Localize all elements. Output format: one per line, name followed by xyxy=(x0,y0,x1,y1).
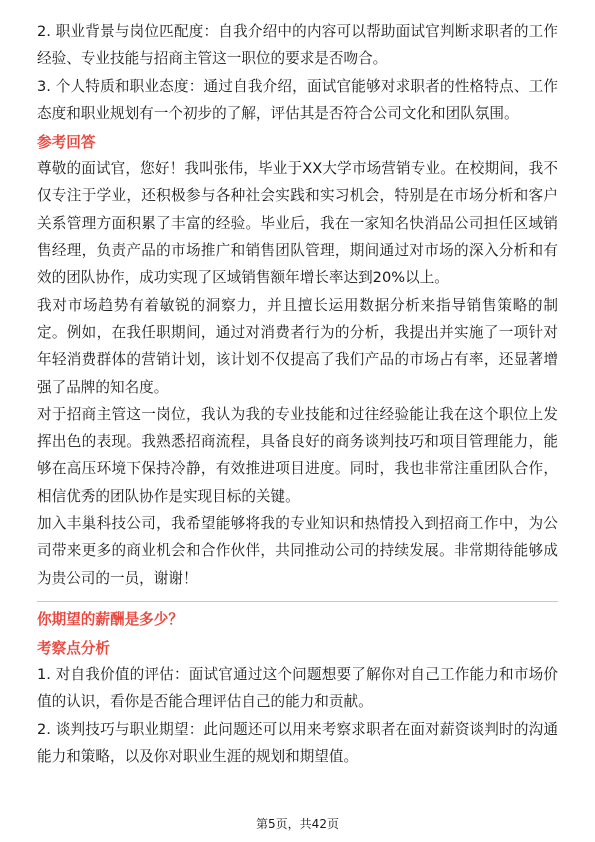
section-divider xyxy=(37,601,558,602)
question-heading: 你期望的薪酬是多少？ xyxy=(37,610,183,628)
answer-paragraph: 我对市场趋势有着敏锐的洞察力，并且擅长运用数据分析来指导销售策略的制定。例如，在我任职期间，通过对消费者行为的分析，我提出并实施了一项针对年轻消费群体的营销计划，该计划不仅提高了我们产品的市场占有率，还显著增强了品牌的知名度。 xyxy=(37,296,558,396)
answer-section-title: 参考回答 xyxy=(37,134,96,152)
analysis-section-title: 考察点分析 xyxy=(37,639,110,657)
document-page xyxy=(37,18,558,770)
answer-paragraph: 对于招商主管这一岗位，我认为我的专业技能和过往经验能让我在这个职位上发挥出色的表现。我熟悉招商流程，具备良好的商务谈判技巧和项目管理能力，能够在高压环境下保持冷静，有效推进项目进度。同时，我也非常注重团队合作，相信优秀的团队协作是实现目标的关键。 xyxy=(37,405,558,505)
list-item: 3. 个人特质和职业态度：通过自我介绍，面试官能够对求职者的性格特点、工作态度和职业规划有一个初步的了解，评估其是否符合公司文化和团队氛围。 xyxy=(37,77,558,122)
page-number: 第5页，共42页 xyxy=(256,817,339,831)
list-item: 1. 对自我价值的评估：面试官通过这个问题想要了解你对自己工作能力和市场价值的认识，看你是否能合理评估自己的能力和贡献。 xyxy=(37,665,558,711)
answer-paragraph: 加入丰巢科技公司，我希望能够将我的专业知识和热情投入到招商工作中，为公司带来更多的商业机会和合作伙伴，共同推动公司的持续发展。非常期待能够成为贵公司的一员，谢谢！ xyxy=(37,515,558,587)
answer-paragraph: 尊敬的面试官，您好！我叫张伟，毕业于XX大学市场营销专业。在校期间，我不仅专注于学业，还积极参与各种社会实践和实习机会，特别是在市场分析和客户关系管理方面积累了丰富的经验。毕业后，我在一家知名快消品公司担任区域销售经理，负责产品的市场推广和销售团队管理，期间通过对市场的深入分析和有效的团队协作，成功实现了区域销售额年增长率达到20%以上。 xyxy=(37,160,558,287)
list-item: 2. 职业背景与岗位匹配度：自我介绍中的内容可以帮助面试官判断求职者的工作经验、专业技能与招商主管这一职位的要求是否吻合。 xyxy=(37,23,558,68)
list-item: 2. 谈判技巧与职业期望：此问题还可以用来考察求职者在面对薪资谈判时的沟通能力和策略，以及你对职业生涯的规划和期望值。 xyxy=(37,720,558,765)
